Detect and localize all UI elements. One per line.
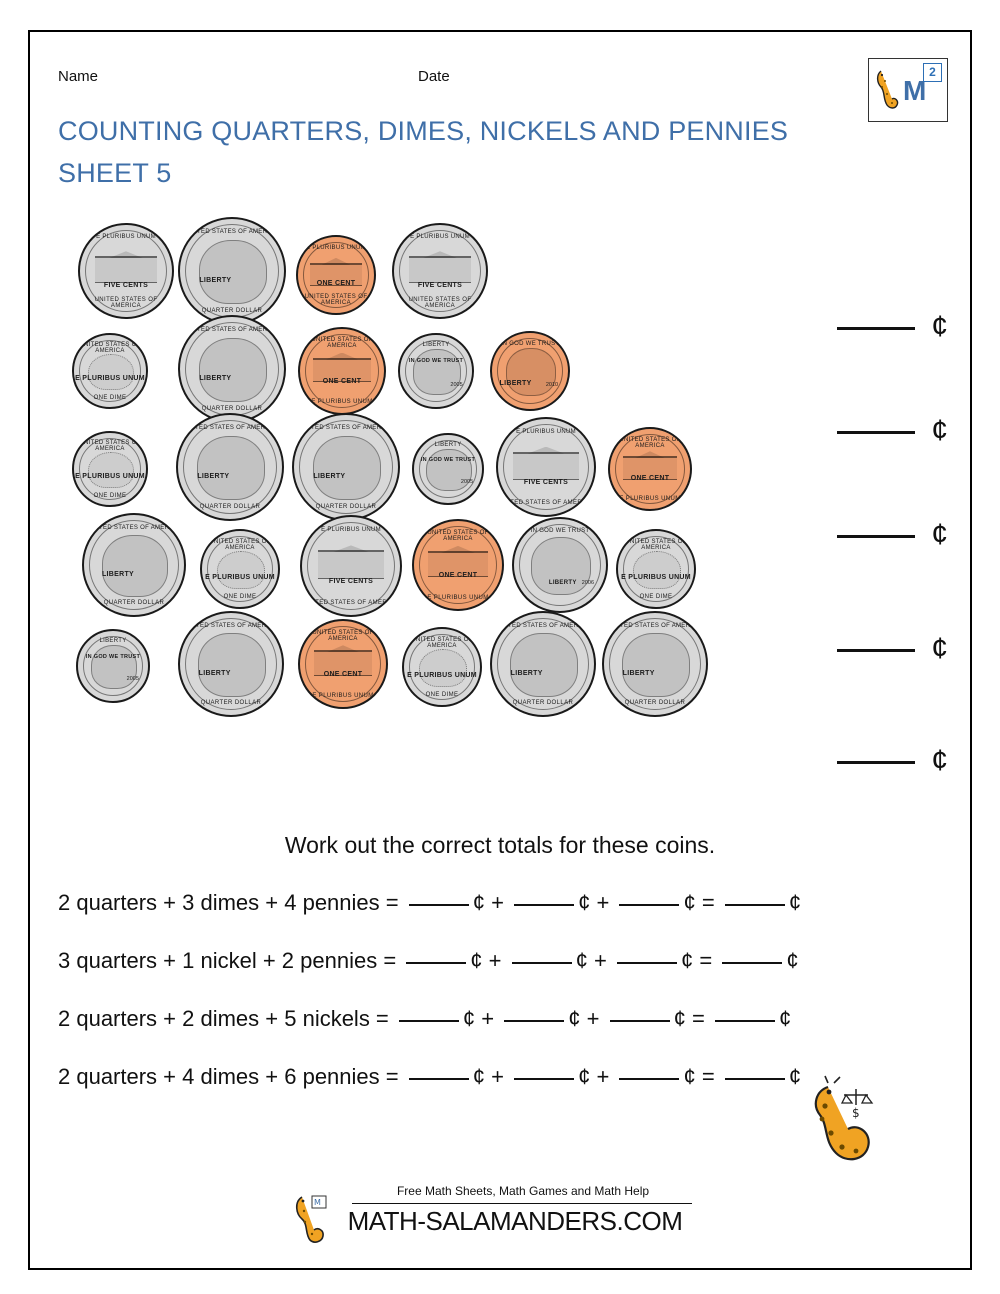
header-logo: [868, 58, 948, 122]
footer-tagline: Free Math Sheets, Math Games and Math Help: [396, 1184, 650, 1198]
answer-line[interactable]: [837, 760, 915, 764]
coin-rows: [60, 217, 940, 707]
coin-mid-text: LIBERTY: [199, 277, 232, 285]
coin-top-text: UNITED STATES OF AMERICA: [496, 623, 590, 630]
coin-top-text: IN GOD WE TRUST: [530, 528, 590, 535]
equals-sign: =: [701, 1064, 715, 1089]
coin-penny: [298, 327, 386, 415]
answer-blank[interactable]: [399, 1019, 459, 1022]
cent-symbol: ¢: [931, 518, 948, 551]
coin-top-text: UNITED STATES OF AMERICA: [311, 337, 373, 350]
coin-quarter: [602, 611, 708, 717]
svg-text:$: $: [852, 1106, 860, 1120]
coin-dime: [200, 529, 280, 609]
coin-top-text: UNITED STATES OF AMERICA: [411, 636, 473, 649]
coin-mid-text: IN GOD WE TRUST: [85, 653, 141, 660]
page-title: COUNTING QUARTERS, DIMES, NICKELS AND PENNIES SHEET 5: [58, 116, 789, 188]
problem-row: [58, 1004, 938, 1062]
coin-top-text: E PLURIBUS UNUM: [516, 428, 576, 435]
coin-nickel: [392, 223, 488, 319]
coin-dime: [72, 333, 148, 409]
coin-top-text: LIBERTY: [99, 638, 127, 644]
coin-bottom-text: ONE DIME: [425, 692, 459, 699]
coin-top-text: UNITED STATES OF AMERICA: [312, 629, 374, 642]
answer-line[interactable]: [837, 430, 915, 434]
cent-symbol: ¢: [786, 948, 799, 973]
answer-blank[interactable]: [715, 1019, 775, 1022]
cent-symbol: ¢: [462, 1006, 476, 1031]
coin-quarter: [178, 315, 286, 423]
coin-mid-text: IN GOD WE TRUST: [408, 358, 464, 365]
coin-penny: [608, 427, 692, 511]
coin-top-text: E PLURIBUS UNUM: [410, 234, 470, 241]
answer-blank[interactable]: [610, 1019, 670, 1022]
coin-quarter: [292, 413, 400, 521]
answer-blank[interactable]: [619, 903, 679, 906]
date-label: Date: [418, 68, 450, 85]
answer-blank[interactable]: [406, 961, 466, 964]
coin-mid-text: ONE CENT: [322, 377, 362, 385]
coin-dime: [398, 333, 474, 409]
answer-blank[interactable]: [409, 1077, 469, 1080]
coin-mid-text: FIVE CENTS: [328, 577, 374, 585]
coin-mid-text: LIBERTY: [197, 473, 230, 481]
coin-bottom-text: UNITED STATES OF AMERICA: [94, 296, 158, 309]
coin-top-text: IN GOD WE TRUST: [500, 340, 560, 347]
cent-symbol: ¢: [673, 1006, 686, 1031]
coin-bottom-text: ONE DIME: [93, 492, 127, 499]
coin-row: [60, 511, 940, 609]
plus-sign: +: [594, 948, 607, 973]
coin-top-text: UNITED STATES OF AMERICA: [427, 529, 489, 542]
coin-top-text: UNITED STATES OF AMERICA: [625, 538, 687, 551]
coin-nickel: [78, 223, 174, 319]
coin-bottom-text: E PLURIBUS UNUM: [619, 495, 681, 502]
coin-bottom-text: QUARTER DOLLAR: [512, 699, 574, 706]
coin-penny: [296, 235, 376, 315]
coin-mid-text: FIVE CENTS: [103, 282, 149, 290]
coin-year: 2005: [460, 478, 474, 485]
coin-nickel: [512, 517, 608, 613]
coin-top-text: LIBERTY: [434, 441, 462, 448]
coin-top-text: UNITED STATES OF AMERICA: [185, 327, 279, 334]
answer-blank-2[interactable]: [837, 414, 948, 448]
answer-line[interactable]: [837, 648, 915, 652]
answer-blank[interactable]: [725, 903, 785, 906]
coin-year: 2006: [581, 580, 595, 587]
coin-mid-text: LIBERTY: [198, 670, 231, 678]
answer-blank[interactable]: [617, 961, 677, 964]
coin-mid-text: LIBERTY: [510, 670, 543, 678]
answer-blank-4[interactable]: [837, 632, 948, 666]
coin-mid-text: LIBERTY: [199, 375, 232, 383]
coin-dime: [402, 627, 482, 707]
coin-mid-text: LIBERTY: [313, 473, 346, 481]
coin-mid-text: E PLURIBUS UNUM: [407, 671, 477, 679]
salamander-logo-icon: [873, 67, 903, 111]
coin-top-text: E PLURIBUS UNUM: [321, 526, 381, 533]
answer-blank-5[interactable]: [837, 744, 948, 778]
instruction-text: Work out the correct totals for these coins.: [284, 832, 716, 858]
problem-row: [58, 946, 938, 1004]
name-label: Name: [58, 68, 99, 85]
answer-blank[interactable]: [725, 1077, 785, 1080]
problem-text: 3 quarters + 1 nickel + 2 pennies =: [58, 948, 397, 973]
coin-bottom-text: ONE DIME: [639, 594, 673, 601]
answer-blank[interactable]: [722, 961, 782, 964]
coin-top-text: UNITED STATES OF AMERICA: [79, 342, 141, 355]
equals-sign: =: [701, 890, 715, 915]
coin-mid-text: E PLURIBUS UNUM: [205, 573, 275, 581]
coin-quarter: [490, 611, 596, 717]
coin-nickel: [496, 417, 596, 517]
coin-top-text: UNITED STATES OF AMERICA: [299, 425, 393, 432]
coin-row: [60, 609, 940, 707]
coin-nickel: [300, 515, 402, 617]
answer-line[interactable]: [837, 534, 915, 538]
coin-mid-text: ONE CENT: [316, 279, 356, 287]
coin-penny: [412, 519, 504, 611]
coin-bottom-text: E PLURIBUS UNUM: [311, 399, 373, 406]
salamander-mascot-icon: [798, 1075, 908, 1170]
coin-bottom-text: QUARTER DOLLAR: [200, 699, 262, 706]
cent-symbol: ¢: [788, 1064, 802, 1089]
logo-mark: M: [903, 75, 924, 106]
coin-mid-text: E PLURIBUS UNUM: [75, 375, 145, 383]
coin-top-text: UNITED STATES OF AMERICA: [79, 440, 141, 453]
plus-sign: +: [491, 890, 504, 915]
answer-blank[interactable]: [504, 1019, 564, 1022]
cent-symbol: ¢: [568, 1006, 581, 1031]
coin-top-text: UNITED STATES OF AMERICA: [619, 437, 681, 449]
answer-blank[interactable]: [619, 1077, 679, 1080]
coin-bottom-text: E PLURIBUS UNUM: [427, 595, 489, 602]
coin-bottom-text: UNITED STATES OF AMERICA: [408, 296, 472, 309]
cent-symbol: ¢: [575, 948, 588, 973]
coin-bottom-text: QUARTER DOLLAR: [201, 307, 263, 314]
coin-bottom-text: UNITED STATES OF AMERICA: [498, 500, 594, 507]
coin-top-text: UNITED STATES OF AMERICA: [87, 525, 181, 531]
problem-text: 2 quarters + 4 dimes + 6 pennies =: [58, 1064, 399, 1089]
coin-bottom-text: ONE DIME: [93, 394, 127, 401]
grade-badge: 2: [923, 63, 942, 82]
equals-sign: =: [699, 948, 713, 973]
answer-blank[interactable]: [514, 903, 574, 906]
coin-penny: [490, 331, 570, 411]
coin-mid-text: LIBERTY: [499, 380, 532, 388]
cent-symbol: ¢: [683, 890, 696, 915]
coin-bottom-text: QUARTER DOLLAR: [315, 503, 377, 510]
cent-symbol: ¢: [931, 744, 948, 777]
cent-symbol: ¢: [472, 890, 485, 915]
cent-symbol: ¢: [472, 1064, 485, 1089]
coin-mid-text: LIBERTY: [548, 579, 577, 586]
coin-top-text: E PLURIBUS UNUM: [306, 244, 366, 251]
coin-bottom-text: ONE DIME: [223, 594, 257, 601]
coin-top-text: UNITED STATES OF AMERICA: [608, 623, 702, 630]
coin-bottom-text: QUARTER DOLLAR: [624, 699, 686, 706]
cent-symbol: ¢: [931, 414, 948, 447]
cent-symbol: ¢: [779, 1006, 792, 1031]
cent-symbol: ¢: [931, 310, 948, 343]
coin-dime: [76, 629, 150, 703]
footer-divider: [352, 1203, 692, 1204]
worksheet-page: [28, 30, 972, 1270]
problem-text: 2 quarters + 3 dimes + 4 pennies =: [58, 890, 399, 915]
coin-top-text: UNITED STATES OF AMERICA: [209, 538, 271, 551]
cent-symbol: ¢: [788, 890, 802, 915]
plus-sign: +: [491, 1064, 504, 1089]
equals-sign: =: [692, 1006, 705, 1031]
coin-mid-text: ONE CENT: [323, 670, 363, 678]
coin-dime: [616, 529, 696, 609]
cent-symbol: ¢: [681, 948, 694, 973]
coin-year: 2005: [126, 676, 139, 683]
footer-site[interactable]: MATH-SALAMANDERS.COM: [347, 1206, 683, 1236]
coin-quarter: [178, 611, 284, 717]
coin-top-text: UNITED STATES OF AMERICA: [183, 425, 277, 432]
svg-text:M: M: [314, 1198, 321, 1207]
coin-bottom-text: UNITED STATES OF AMERICA: [303, 600, 399, 607]
coin-mid-text: LIBERTY: [622, 670, 655, 678]
cent-symbol: ¢: [470, 948, 483, 973]
answer-blank-1[interactable]: [837, 310, 948, 344]
plus-sign: +: [596, 890, 610, 915]
coin-year: 2005: [450, 381, 463, 388]
coin-bottom-text: E PLURIBUS UNUM: [312, 693, 374, 700]
coin-row: [60, 413, 940, 511]
coin-mid-text: FIVE CENTS: [523, 478, 569, 486]
coin-row: [60, 217, 940, 315]
coin-dime: [72, 431, 148, 507]
answer-blank[interactable]: [512, 961, 572, 964]
coin-bottom-text: QUARTER DOLLAR: [103, 600, 165, 606]
coin-top-text: UNITED STATES OF AMERICA: [184, 623, 278, 630]
coin-top-text: LIBERTY: [422, 342, 450, 349]
coin-mid-text: E PLURIBUS UNUM: [75, 473, 145, 481]
plus-sign: +: [586, 1006, 600, 1031]
coin-mid-text: IN GOD WE TRUST: [420, 457, 476, 464]
coin-mid-text: ONE CENT: [438, 572, 478, 580]
problem-text: 2 quarters + 2 dimes + 5 nickels =: [58, 1006, 389, 1031]
coin-bottom-text: UNITED STATES OF AMERICA: [304, 294, 368, 307]
coin-top-text: UNITED STATES OF AMERICA: [185, 229, 279, 236]
cent-symbol: ¢: [578, 1064, 591, 1089]
answer-line[interactable]: [837, 326, 915, 330]
coin-top-text: E PLURIBUS UNUM: [96, 234, 156, 241]
cent-symbol: ¢: [931, 632, 948, 665]
coin-mid-text: LIBERTY: [101, 571, 135, 578]
coin-dime: [412, 433, 484, 505]
answer-blank[interactable]: [514, 1077, 574, 1080]
cent-symbol: ¢: [683, 1064, 696, 1089]
answer-blank[interactable]: [409, 903, 469, 906]
cent-symbol: ¢: [578, 890, 591, 915]
coin-year: 2010: [545, 382, 559, 389]
problem-row: [58, 888, 938, 946]
footer: [30, 1184, 970, 1250]
coin-quarter: [176, 413, 284, 521]
answer-blank-3[interactable]: [837, 518, 948, 552]
coin-mid-text: ONE CENT: [630, 475, 670, 483]
plus-sign: +: [481, 1006, 495, 1031]
coin-mid-text: E PLURIBUS UNUM: [621, 573, 691, 581]
coin-bottom-text: QUARTER DOLLAR: [199, 503, 261, 510]
coin-penny: [298, 619, 388, 709]
coin-bottom-text: QUARTER DOLLAR: [201, 405, 263, 412]
coin-quarter: [82, 513, 186, 617]
coin-mid-text: FIVE CENTS: [417, 282, 463, 290]
plus-sign: +: [596, 1064, 610, 1089]
coin-quarter: [178, 217, 286, 325]
plus-sign: +: [488, 948, 502, 973]
coin-row: [60, 315, 940, 413]
